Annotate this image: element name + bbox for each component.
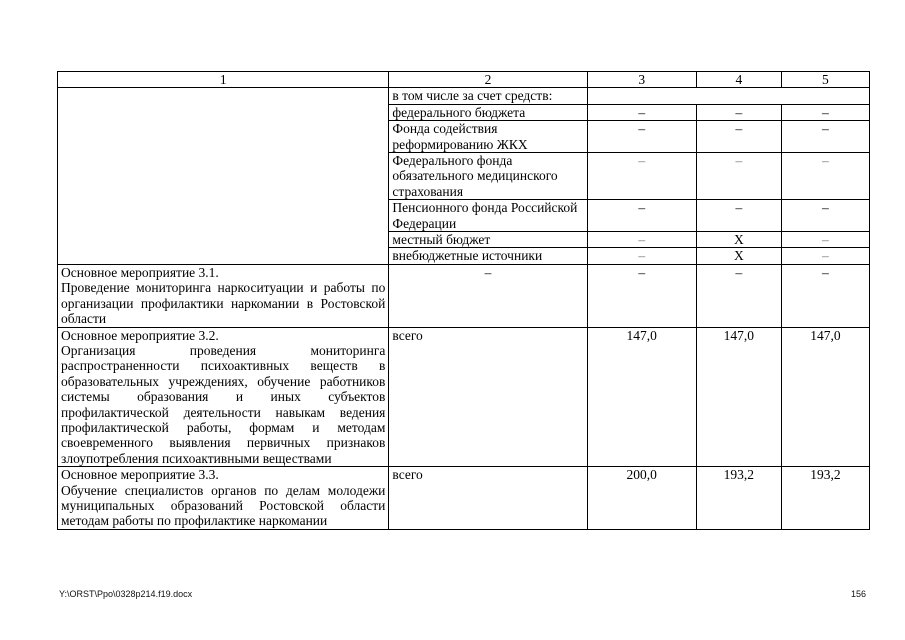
value-cell: 147,0: [587, 327, 696, 467]
source-cell: –: [389, 264, 587, 327]
value-cell: 200,0: [587, 467, 696, 530]
value-cell: –: [781, 248, 869, 264]
value-cell: 147,0: [696, 327, 781, 467]
source-cell: всего: [389, 467, 587, 530]
value-cell: –: [587, 121, 696, 153]
measure-description: Обучение специалистов органов по делам молодежи муниципальных образований Ростовской области методам работы по профилактике наркомании: [61, 482, 386, 529]
value-cell: –: [587, 232, 696, 248]
value-cell: 147,0: [781, 327, 869, 467]
value-cell: –: [696, 264, 781, 327]
measure-row: [58, 327, 870, 467]
measure-row: [58, 467, 870, 530]
value-cell: –: [781, 264, 869, 327]
value-cell: –: [587, 104, 696, 120]
funding-label: Пенсионного фонда Российской Федерации: [389, 200, 587, 232]
value-cell: –: [696, 104, 781, 120]
value-cell: –: [696, 200, 781, 232]
measure-cell: [58, 264, 389, 327]
column-header: 3: [587, 72, 696, 88]
value-cell: –: [781, 153, 869, 200]
funding-label: Федерального фонда обязательного медицинского страхования: [389, 153, 587, 200]
source-cell: всего: [389, 327, 587, 467]
page-number: 156: [851, 589, 867, 599]
value-cell: –: [587, 248, 696, 264]
empty-measure-cell: [58, 88, 389, 264]
funding-intro: в том числе за счет средств:: [389, 88, 587, 104]
value-cell: Х: [696, 232, 781, 248]
budget-table: [57, 71, 870, 530]
column-header: 1: [58, 72, 389, 88]
value-cell: 193,2: [781, 467, 869, 530]
value-cell: –: [781, 104, 869, 120]
empty-cell: [587, 88, 869, 104]
column-number-row: [58, 72, 870, 88]
value-cell: –: [587, 264, 696, 327]
funding-label: федерального бюджета: [389, 104, 587, 120]
document-path: Y:\ORST\Ppo\0328p214.f19.docx: [59, 589, 193, 599]
value-cell: 193,2: [696, 467, 781, 530]
measure-row: [58, 264, 870, 327]
funding-label: Фонда содействия реформированию ЖКХ: [389, 121, 587, 153]
value-cell: –: [587, 200, 696, 232]
value-cell: –: [587, 153, 696, 200]
measure-description: Организация проведения мониторинга распространенности психоактивных веществ в образовательных учреждениях, обучение работников системы образования и иных субъектов профилактической деятельности навыкам ведения профилактической работы, формам и методам своевременного выявления первичных признаков злоупотребления психоактивными веществами: [61, 342, 386, 466]
measure-cell: [58, 467, 389, 530]
measure-title: Основное мероприятие 3.1.: [61, 264, 219, 280]
funding-intro-row: [58, 88, 870, 104]
measure-cell: [58, 327, 389, 467]
column-header: 2: [389, 72, 587, 88]
value-cell: –: [781, 232, 869, 248]
value-cell: Х: [696, 248, 781, 264]
measure-description: Проведение мониторинга наркоситуации и работы по организации профилактики наркомании в Ростовской области: [61, 280, 386, 327]
value-cell: –: [696, 121, 781, 153]
funding-label: внебюджетные источники: [389, 248, 587, 264]
measure-title: Основное мероприятие 3.3.: [61, 467, 219, 483]
column-header: 4: [696, 72, 781, 88]
value-cell: –: [781, 200, 869, 232]
value-cell: –: [696, 153, 781, 200]
column-header: 5: [781, 72, 869, 88]
value-cell: –: [781, 121, 869, 153]
funding-label: местный бюджет: [389, 232, 587, 248]
measure-title: Основное мероприятие 3.2.: [61, 327, 219, 343]
